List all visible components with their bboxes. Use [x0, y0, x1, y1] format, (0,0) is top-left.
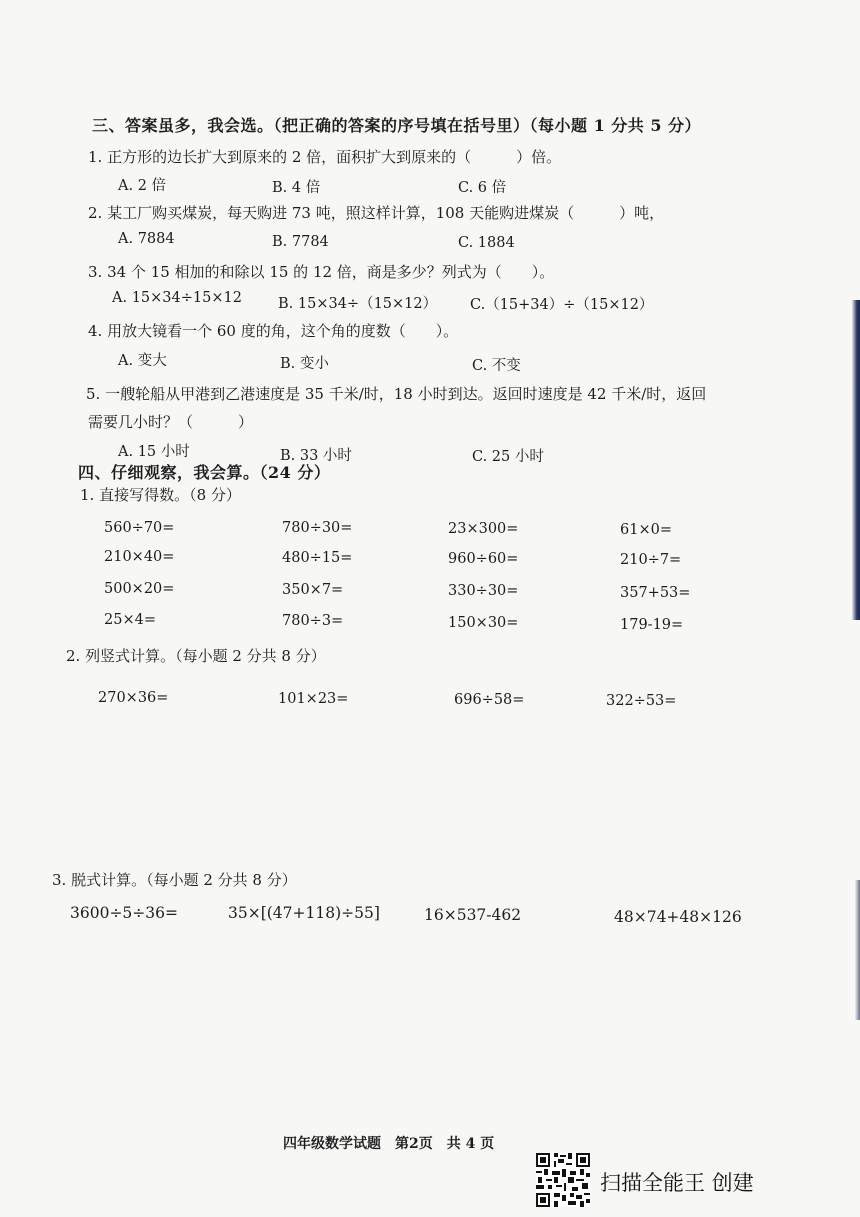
- direct-calc-item: 350×7=: [282, 582, 344, 598]
- direct-calc-item: 330÷30=: [448, 583, 519, 599]
- question-5-stem-continued: 需要几小时？（ ）: [88, 413, 254, 431]
- step-calc-item: 35×[(47+118)÷55]: [228, 904, 380, 922]
- question-5-option-c: C. 25 小时: [472, 449, 544, 465]
- direct-calc-item: 357+53=: [620, 585, 691, 601]
- question-5-option-a: A. 15 小时: [118, 444, 190, 460]
- vertical-calc-item: 322÷53=: [606, 693, 677, 709]
- question-1-option-c: C. 6 倍: [458, 180, 507, 196]
- question-2-option-b: B. 7784: [272, 234, 329, 250]
- page-edge-shadow: [852, 300, 860, 620]
- step-calc-item: 48×74+48×126: [614, 908, 742, 926]
- question-3-stem: 3. 34 个 15 相加的和除以 15 的 12 倍，商是多少？列式为（ ）。: [88, 263, 555, 281]
- scanner-watermark: 扫描全能王 创建: [600, 1171, 754, 1195]
- question-4-option-b: B. 变小: [280, 356, 329, 372]
- question-3-option-c: C.（15+34）÷（15×12）: [470, 297, 654, 313]
- page-footer: 四年级数学试题 第2页 共 4 页: [283, 1136, 495, 1152]
- direct-calc-item: 960÷60=: [448, 551, 519, 567]
- direct-calc-item: 150×30=: [448, 615, 519, 631]
- direct-calc-item: 25×4=: [104, 612, 156, 628]
- vertical-calc-item: 270×36=: [98, 690, 169, 706]
- part-3-title: 3. 脱式计算。（每小题 2 分共 8 分）: [52, 871, 297, 889]
- direct-calc-item: 179-19=: [620, 617, 684, 633]
- section-3-title: 三、答案虽多，我会选。（把正确的答案的序号填在括号里）（每小题 1 分共 5 分）: [92, 116, 702, 135]
- direct-calc-item: 480÷15=: [282, 550, 353, 566]
- step-calc-item: 16×537-462: [424, 906, 522, 924]
- question-3-option-b: B. 15×34÷（15×12）: [278, 296, 438, 312]
- direct-calc-item: 61×0=: [620, 522, 672, 538]
- question-1-stem: 1. 正方形的边长扩大到原来的 2 倍，面积扩大到原来的（ ）倍。: [88, 148, 562, 166]
- direct-calc-item: 210÷7=: [620, 552, 682, 568]
- direct-calc-item: 500×20=: [104, 581, 175, 597]
- direct-calc-item: 210×40=: [104, 549, 175, 565]
- part-1-title: 1. 直接写得数。（8 分）: [80, 486, 241, 504]
- question-4-option-c: C. 不变: [472, 358, 521, 374]
- direct-calc-item: 560÷70=: [104, 520, 175, 536]
- page-edge-shadow-lower: [855, 880, 860, 1020]
- question-4-stem: 4. 用放大镜看一个 60 度的角，这个角的度数（ ）。: [88, 322, 459, 340]
- question-2-option-c: C. 1884: [458, 235, 515, 251]
- question-2-stem: 2. 某工厂购买煤炭，每天购进 73 吨，照这样计算，108 天能购进煤炭（ ）吨，: [88, 204, 665, 222]
- question-1-option-b: B. 4 倍: [272, 180, 321, 196]
- question-2-option-a: A. 7884: [118, 231, 175, 247]
- question-4-option-a: A. 变大: [118, 353, 167, 369]
- direct-calc-item: 780÷30=: [282, 520, 353, 536]
- part-2-title: 2. 列竖式计算。（每小题 2 分共 8 分）: [66, 647, 326, 665]
- step-calc-item: 3600÷5÷36=: [70, 904, 178, 922]
- question-5-stem: 5. 一艘轮船从甲港到乙港速度是 35 千米/时，18 小时到达。返回时速度是 42 千米/时，返回: [86, 385, 707, 403]
- section-4-title: 四、仔细观察，我会算。（24 分）: [78, 463, 331, 482]
- question-3-option-a: A. 15×34÷15×12: [112, 290, 242, 306]
- qr-code-icon: [536, 1153, 590, 1207]
- vertical-calc-item: 696÷58=: [454, 692, 525, 708]
- question-1-option-a: A. 2 倍: [118, 178, 167, 194]
- direct-calc-item: 23×300=: [448, 521, 519, 537]
- direct-calc-item: 780÷3=: [282, 613, 344, 629]
- vertical-calc-item: 101×23=: [278, 691, 349, 707]
- question-5-option-b: B. 33 小时: [280, 448, 352, 464]
